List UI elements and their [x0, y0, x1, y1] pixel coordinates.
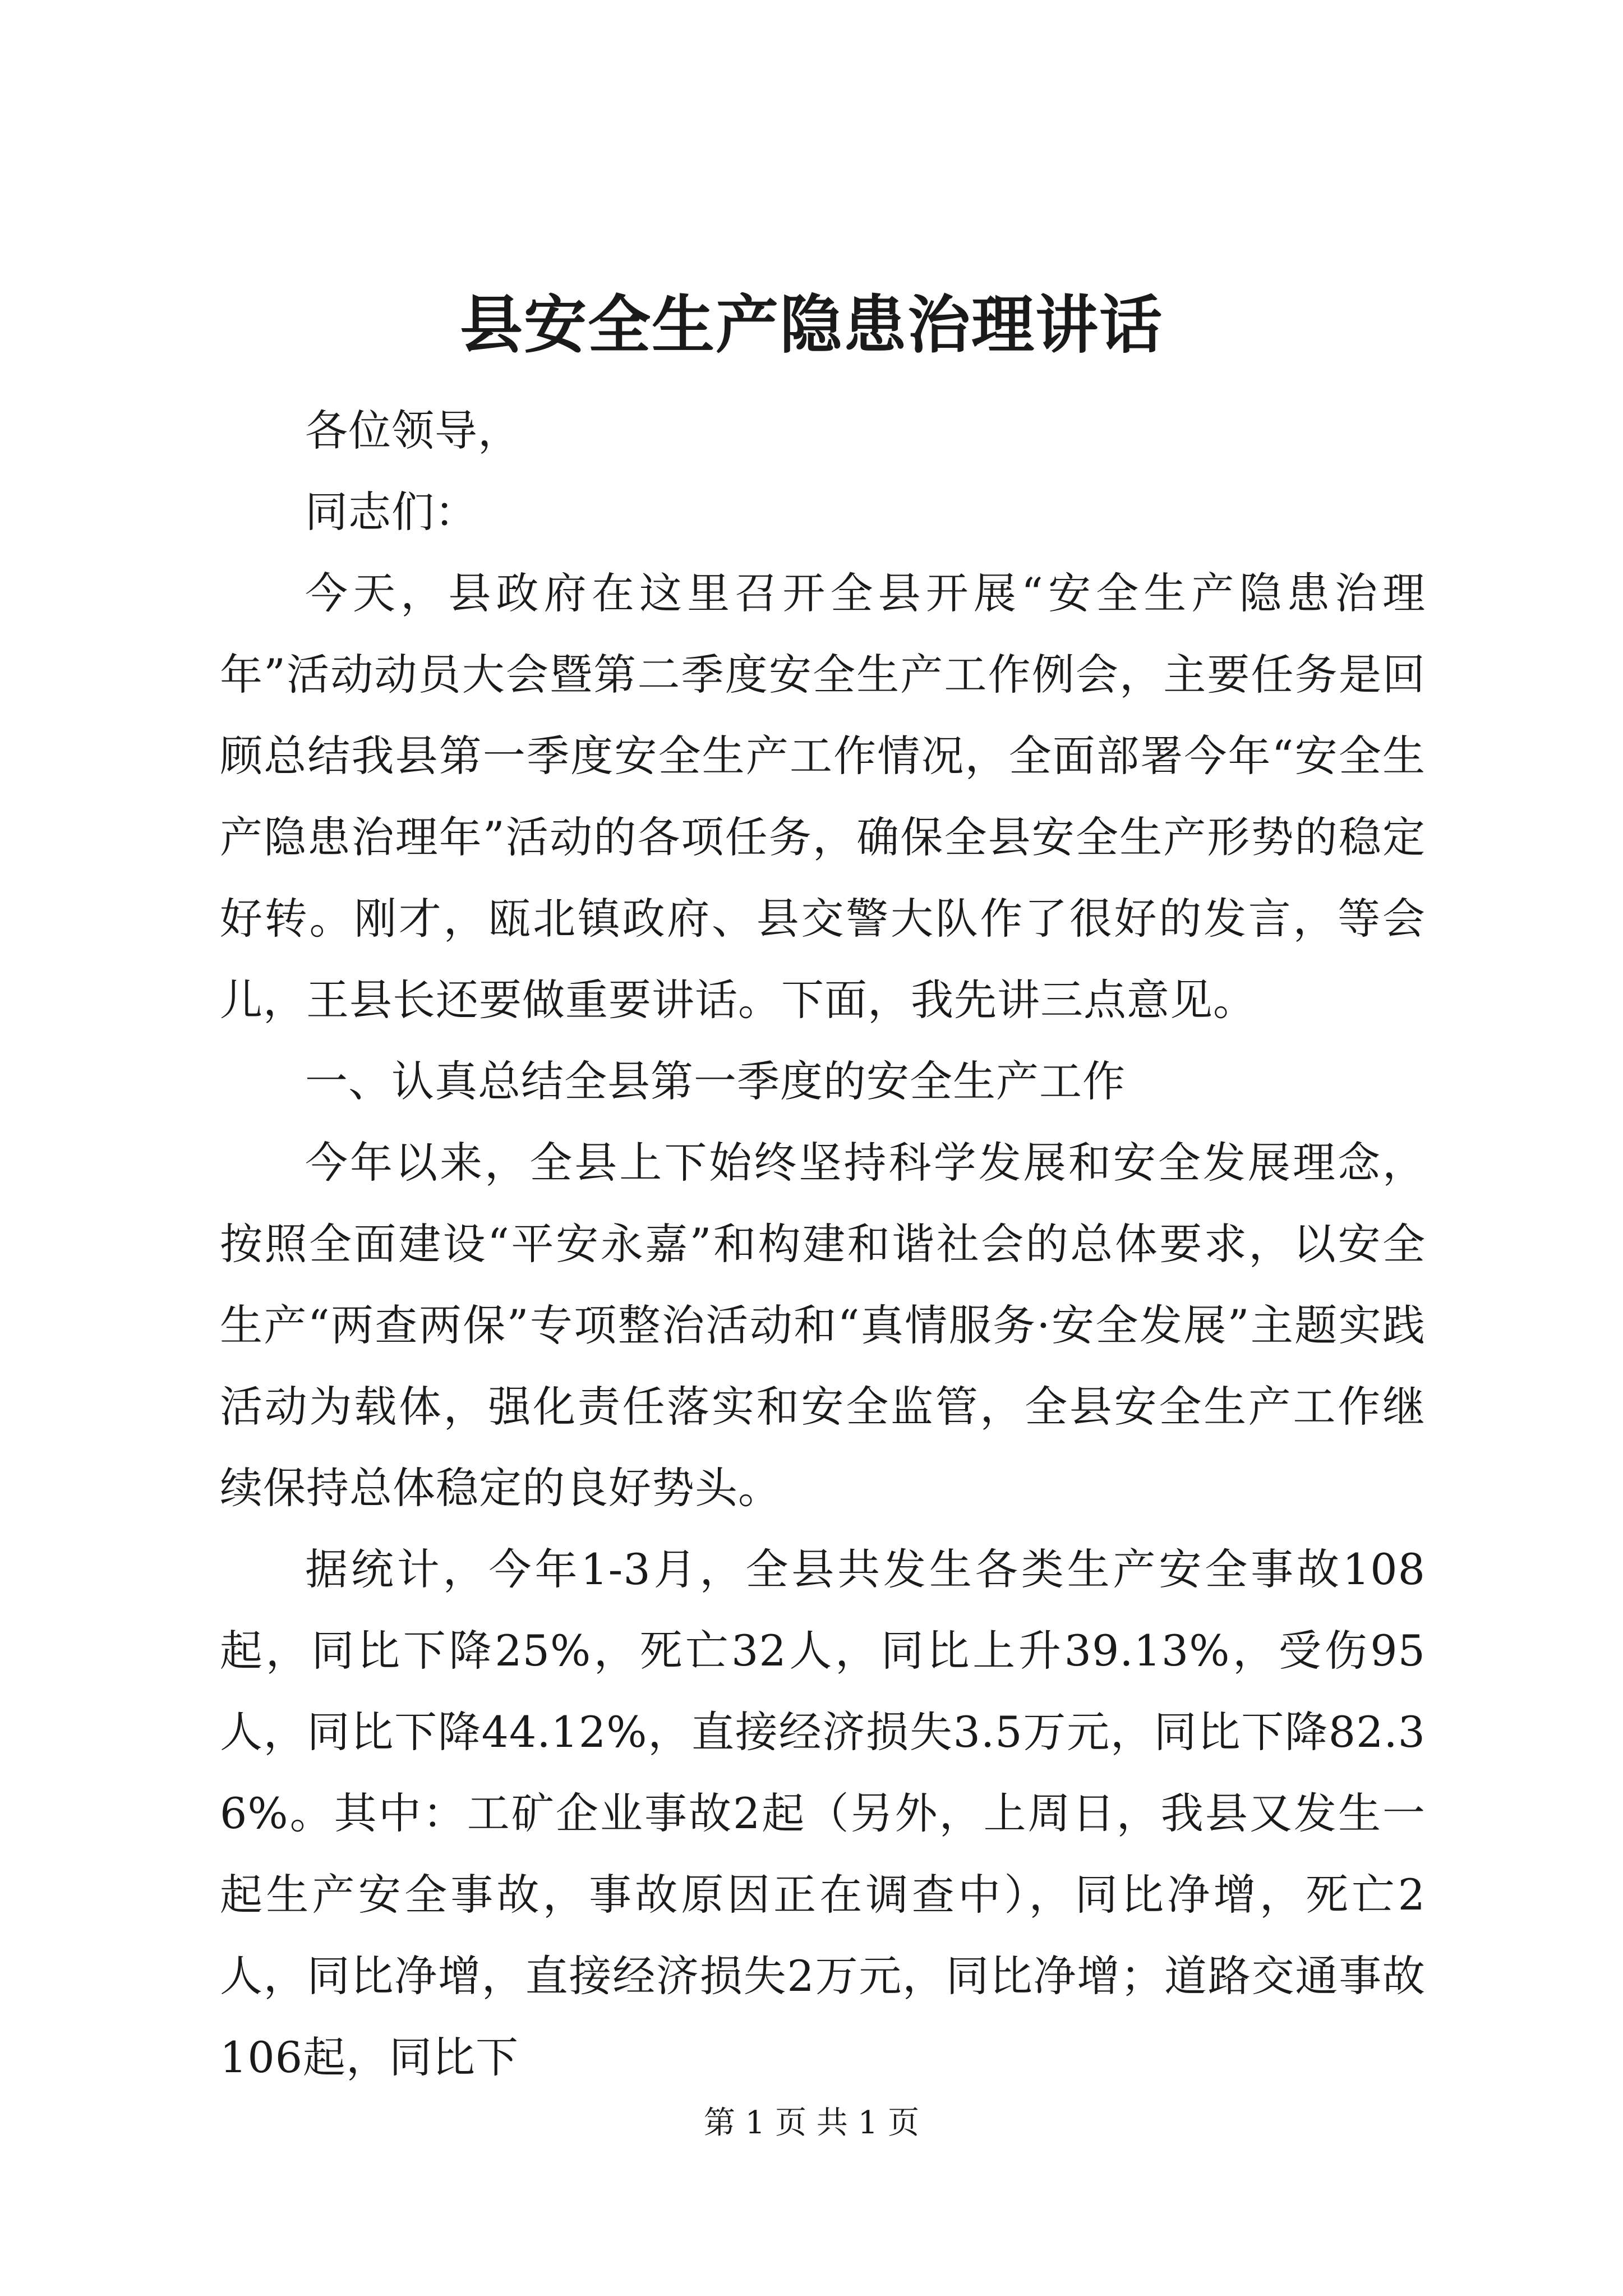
salutation-comrades: 同志们： — [305, 487, 478, 537]
salutation-leaders: 各位领导， — [305, 406, 521, 455]
document-body — [220, 390, 1426, 2098]
page-footer: 第 1 页 共 1 页 — [703, 2105, 920, 2141]
statistics-paragraph: 据统计，今年1-3月，全县共发生各类生产安全事故108起，同比下降25%，死亡32人，同比上升39.13%，受伤95人，同比下降44.12%，直接经济损失3.5万元，同比下降82.36%。其中：工矿企业事故2起（另外，上周日，我县又发生一起生产安全事故，事故原因正在调查中），同比净增，死亡2人，同比净增，直接经济损失2万元，同比净增；道路交通事故106起，同比下 — [220, 1544, 1426, 2082]
intro-paragraph: 今天，县政府在这里召开全县开展“安全生产隐患治理年”活动动员大会暨第二季度安全生产工作例会，主要任务是回顾总结我县第一季度安全生产工作情况，全面部署今年“安全生产隐患治理年”活动的各项任务，确保全县安全生产形势的稳定好转。刚才，瓯北镇政府、县交警大队作了很好的发言，等会儿，王县长还要做重要讲话。下面，我先讲三点意见。 — [220, 568, 1426, 1025]
section-heading-1: 一、认真总结全县第一季度的安全生产工作 — [305, 1056, 1126, 1106]
document-title: 县安全生产隐患治理讲话 — [460, 288, 1163, 362]
summary-paragraph: 今年以来，全县上下始终坚持科学发展和安全发展理念，按照全面建设“平安永嘉”和构建和谐社会的总体要求，以安全生产“两查两保”专项整治活动和“真情服务·安全发展”主题实践活动为载体，强化责任落实和安全监管，全县安全生产工作继续保持总体稳定的良好势头。 — [220, 1138, 1426, 1513]
